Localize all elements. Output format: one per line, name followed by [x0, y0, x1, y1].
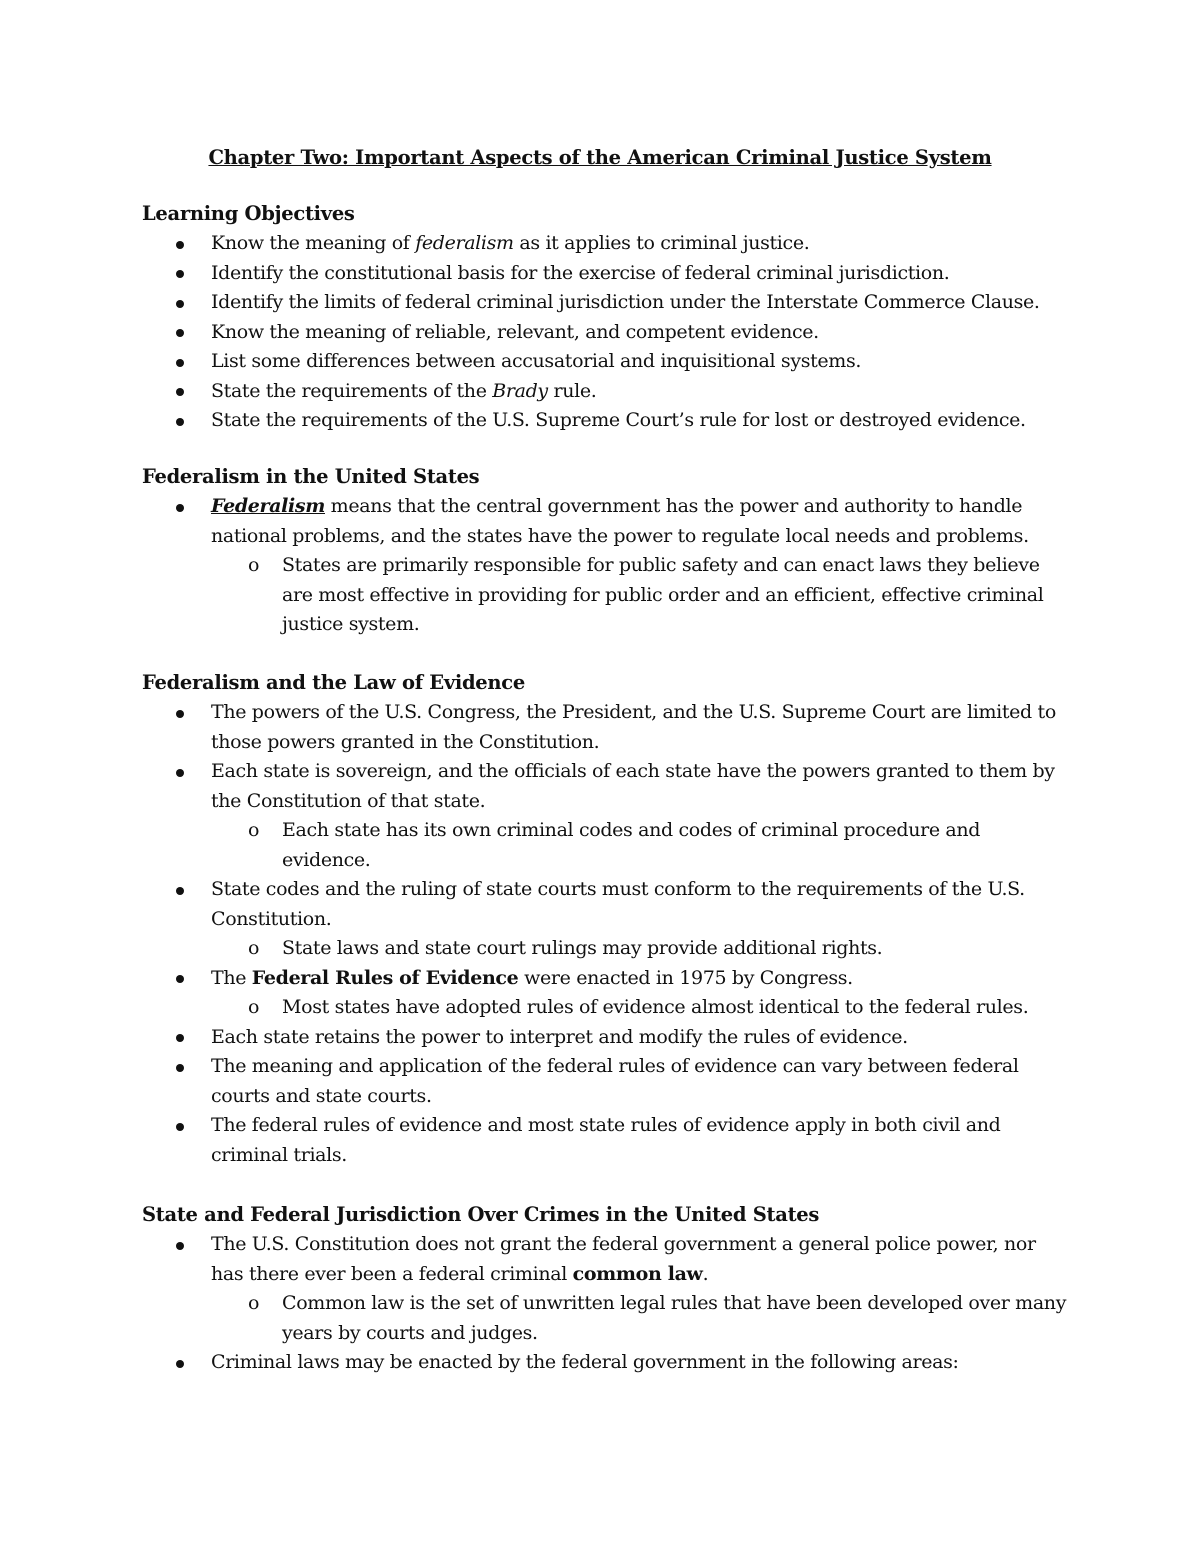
sub-bullet-marker: o: [248, 819, 260, 841]
sub-list-item: o Most states have adopted rules of evidence almost identical to the federal rules.: [142, 993, 1072, 1023]
bullet-list: [142, 698, 1072, 1170]
sub-list-item: o States are primarily responsible for public safety and can enact laws they believe are most effective in providing for public order and an efficient, effective criminal justice system.: [142, 551, 1072, 640]
sub-bullet-marker: o: [248, 937, 260, 959]
sub-list-item: o Each state has its own criminal codes and codes of criminal procedure and evidence.: [142, 816, 1072, 875]
list-item: List some differences between accusatorial and inquisitional systems.: [142, 347, 1072, 377]
bullet-list: [142, 229, 1072, 436]
list-item: Know the meaning of federalism as it applies to criminal justice.: [142, 229, 1072, 259]
emphasis-term: federalism: [415, 232, 514, 254]
list-item: The U.S. Constitution does not grant the federal government a general police power, nor has there ever been a federal criminal common law.: [142, 1230, 1072, 1289]
section-law-of-evidence: [142, 668, 1072, 1170]
list-item: Identify the limits of federal criminal jurisdiction under the Interstate Commerce Clause.: [142, 288, 1072, 318]
list-item: Each state is sovereign, and the officials of each state have the powers granted to them by the Constitution of that state.: [142, 757, 1072, 816]
defined-term: Federalism: [211, 495, 325, 517]
section-heading: State and Federal Jurisdiction Over Crimes in the United States: [142, 1203, 820, 1226]
list-item: The powers of the U.S. Congress, the President, and the U.S. Supreme Court are limited to those powers granted in the Constitution.: [142, 698, 1072, 757]
section-heading: Federalism and the Law of Evidence: [142, 671, 525, 694]
sub-list-item: o Common law is the set of unwritten legal rules that have been developed over many years by courts and judges.: [142, 1289, 1072, 1348]
sub-bullet-marker: o: [248, 996, 260, 1018]
list-item: The Federal Rules of Evidence were enacted in 1975 by Congress.: [142, 964, 1072, 994]
list-item: The federal rules of evidence and most state rules of evidence apply in both civil and criminal trials.: [142, 1111, 1072, 1170]
section-learning-objectives: [142, 199, 1072, 436]
list-item: Identify the constitutional basis for the exercise of federal criminal jurisdiction.: [142, 259, 1072, 289]
section-federalism: [142, 462, 1072, 640]
bold-term: common law: [572, 1262, 703, 1285]
section-heading: Federalism in the United States: [142, 465, 480, 488]
document-title: Chapter Two: Important Aspects of the American Criminal Justice System: [208, 146, 992, 169]
section-heading: Learning Objectives: [142, 202, 355, 225]
sub-list-item: o State laws and state court rulings may provide additional rights.: [142, 934, 1072, 964]
bullet-list: [142, 1230, 1072, 1378]
sub-bullet-marker: o: [248, 1292, 260, 1314]
bold-term: Federal Rules of Evidence: [251, 966, 519, 989]
bullet-list: [142, 492, 1072, 640]
list-item: Federalism means that the central government has the power and authority to handle national problems, and the states have the power to regulate local needs and problems.: [142, 492, 1072, 551]
list-item: Criminal laws may be enacted by the federal government in the following areas:: [142, 1348, 1072, 1378]
sub-bullet-marker: o: [248, 554, 260, 576]
list-item: Each state retains the power to interpret and modify the rules of evidence.: [142, 1023, 1072, 1053]
list-item: State the requirements of the Brady rule.: [142, 377, 1072, 407]
list-item: State the requirements of the U.S. Supreme Court’s rule for lost or destroyed evidence.: [142, 406, 1072, 436]
list-item: State codes and the ruling of state courts must conform to the requirements of the U.S. Constitution.: [142, 875, 1072, 934]
emphasis-term: Brady: [492, 379, 548, 402]
section-jurisdiction: [142, 1200, 1072, 1378]
list-item: The meaning and application of the federal rules of evidence can vary between federal courts and state courts.: [142, 1052, 1072, 1111]
list-item: Know the meaning of reliable, relevant, and competent evidence.: [142, 318, 1072, 348]
